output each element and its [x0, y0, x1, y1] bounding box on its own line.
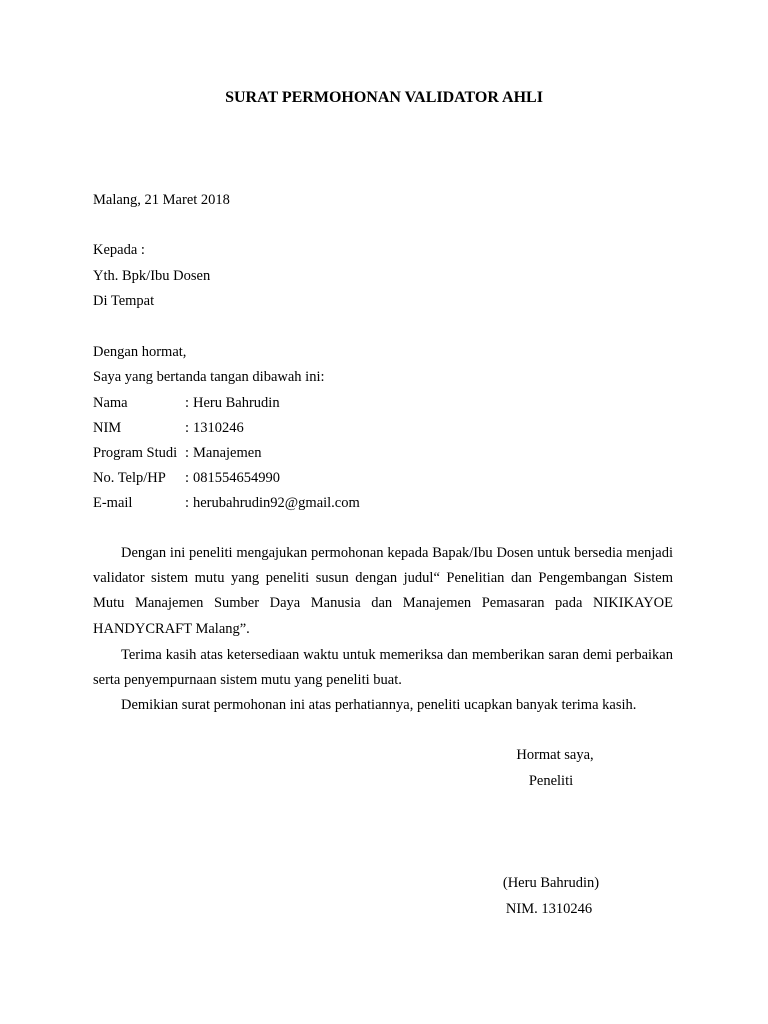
field-label: No. Telp/HP	[93, 470, 166, 486]
salutation: Dengan hormat,	[93, 344, 187, 360]
field-colon: :	[185, 445, 190, 461]
closing-role: Peneliti	[528, 773, 574, 789]
field-colon: :	[185, 420, 190, 436]
field-colon: :	[185, 495, 190, 511]
closing-regards: Hormat saya,	[516, 747, 594, 763]
field-label: E-mail	[93, 495, 133, 511]
field-value: Heru Bahrudin	[193, 395, 280, 411]
field-row-phone	[93, 468, 280, 488]
field-row-email	[93, 493, 360, 513]
field-value: herubahrudin92@gmail.com	[193, 495, 360, 511]
body-paragraph-closing: Demikian surat permohonan ini atas perhatiannya, peneliti ucapkan banyak terima kasih.	[121, 697, 637, 713]
body-paragraph-thanks: Terima kasih atas ketersediaan waktu untuk memeriksa dan memberikan saran demi perbaikan serta penyempurnaan sistem mutu yang peneliti buat.	[93, 647, 673, 689]
field-label: NIM	[93, 420, 122, 436]
field-value: Manajemen	[193, 445, 262, 461]
recipient-label: Kepada :	[93, 242, 145, 258]
field-value: 1310246	[193, 420, 244, 436]
signer-name: (Heru Bahrudin)	[502, 875, 600, 891]
recipient-name: Yth. Bpk/Ibu Dosen	[93, 268, 211, 284]
recipient-place: Di Tempat	[93, 293, 155, 309]
signer-id: NIM. 1310246	[505, 901, 593, 917]
field-label: Program Studi	[93, 445, 178, 461]
field-row-program	[93, 443, 261, 463]
letter-title: SURAT PERMOHONAN VALIDATOR AHLI	[225, 89, 543, 106]
field-row-name	[93, 393, 280, 413]
date-line: Malang, 21 Maret 2018	[93, 192, 230, 208]
field-label: Nama	[93, 395, 128, 411]
intro-line: Saya yang bertanda tangan dibawah ini:	[93, 369, 325, 385]
field-value: 081554654990	[193, 470, 280, 486]
body-paragraph-request: Dengan ini peneliti mengajukan permohonan kepada Bapak/Ibu Dosen untuk bersedia menjadi validator sistem mutu yang peneliti susun dengan judul“ Penelitian dan Pengembangan Sistem Mutu Manajemen Sumber Daya Manusia dan Manajemen Pemasaran pada NIKIKAYOE HANDYCRAFT Malang”.	[93, 545, 673, 637]
field-row-nim	[93, 418, 244, 438]
field-colon: :	[185, 395, 190, 411]
field-colon: :	[185, 470, 190, 486]
